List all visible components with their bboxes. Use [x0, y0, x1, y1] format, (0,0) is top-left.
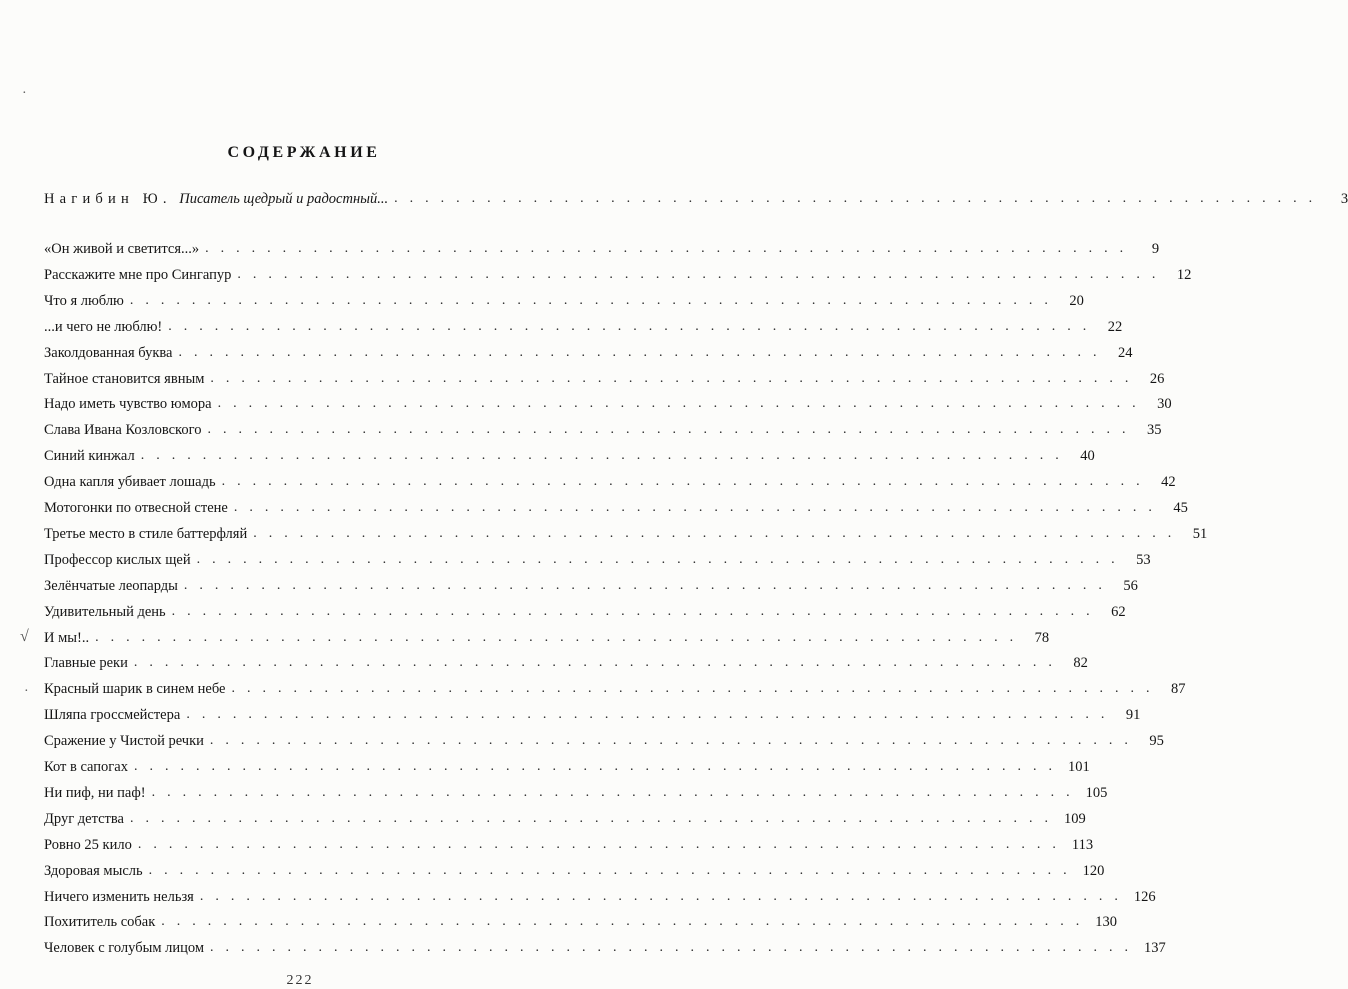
toc-entry-page-number: 130	[1095, 914, 1118, 931]
intro-page-number: 3	[1340, 191, 1348, 207]
toc-entry-page-number: 56	[1123, 577, 1138, 594]
toc-entry-title: Человек с голубым лицом	[44, 940, 205, 957]
dot-leader: ............................................................	[148, 862, 1079, 878]
toc-entry	[44, 521, 1208, 543]
dot-leader: ............................................................	[183, 577, 1114, 593]
dot-leader: ............................................................	[161, 914, 1092, 930]
toc-entry	[44, 495, 1188, 517]
toc-entry	[44, 650, 1088, 672]
toc-entry-title: Профессор кислых щей	[44, 551, 191, 568]
toc-entry	[44, 780, 1108, 802]
dot-leader: ............................................................	[133, 655, 1064, 671]
toc-entry-page-number: 113	[1071, 836, 1094, 853]
toc-entry-page-number: 137	[1144, 940, 1166, 957]
toc-entry-title: Заколдованная буква	[44, 344, 173, 361]
toc-entry-title: Мотогонки по отвесной стене	[44, 500, 228, 516]
toc-entry	[44, 832, 1094, 854]
toc-entry	[44, 676, 1186, 698]
dot-leader: ............................................................	[140, 448, 1071, 464]
toc-entry	[44, 728, 1164, 750]
toc-entry-page-number: 40	[1080, 448, 1095, 465]
toc-entry	[44, 935, 1166, 957]
toc-entry-page-number: 91	[1125, 707, 1141, 724]
dot-leader: ............................................................	[217, 396, 1148, 412]
toc-entry-page-number: 87	[1170, 681, 1186, 698]
toc-entry	[44, 884, 1156, 906]
toc-entry-page-number: 42	[1161, 474, 1176, 491]
dot-leader: ............................................................	[207, 422, 1138, 438]
toc-entry-title: Похититель собак	[44, 914, 156, 931]
dot-leader: ............................................................	[237, 266, 1168, 282]
dot-leader: ............................................................	[210, 940, 1141, 956]
toc-entry	[44, 909, 1118, 931]
toc-entry-page-number: 105	[1085, 784, 1108, 801]
toc-entry-title: Здоровая мысль	[44, 862, 143, 879]
toc-entry	[44, 573, 1138, 595]
toc-entry-title: Тайное становится явным	[44, 370, 205, 387]
contents-heading: СОДЕРЖАНИЕ	[227, 144, 381, 161]
toc-entry	[44, 340, 1133, 362]
page-number-footer: 222	[286, 973, 314, 988]
margin-dot: ·	[24, 684, 29, 699]
toc-entry-title: Зелёнчатые леопарды	[44, 577, 178, 594]
dot-leader: ............................................................	[209, 733, 1140, 749]
toc-entry	[44, 806, 1086, 828]
toc-entry-page-number: 62	[1111, 603, 1126, 620]
toc-entry-title: Слава Ивана Козловского	[44, 422, 202, 439]
toc-entry-title: ...и чего не люблю!	[44, 318, 163, 335]
toc-entry-page-number: 95	[1149, 733, 1164, 750]
toc-entry-title: Друг детства	[44, 810, 124, 827]
dot-leader: ............................................................	[253, 525, 1184, 541]
toc-entry	[44, 754, 1090, 776]
toc-entry-page-number: 126	[1133, 888, 1156, 905]
toc-entry-page-number: 30	[1157, 396, 1172, 413]
toc-entry-page-number: 101	[1067, 759, 1090, 775]
toc-entry-title: Красный шарик в синем небе	[44, 681, 226, 698]
dot-leader: ............................................................	[151, 784, 1082, 800]
toc-entry	[44, 625, 1050, 647]
dot-leader: ............................................................	[394, 191, 1325, 206]
margin-dot: ·	[22, 86, 27, 101]
toc-entry	[44, 702, 1141, 724]
toc-entry	[44, 288, 1084, 310]
toc-entry-title: Надо иметь чувство юмора	[44, 396, 212, 413]
toc-entry	[44, 314, 1123, 336]
toc-entry-title: «Он живой и светится...»	[44, 241, 200, 257]
toc-entry	[44, 443, 1095, 465]
toc-entry-title: Кот в сапогах	[44, 759, 128, 775]
intro-author: Нагибин Ю.	[44, 191, 172, 207]
toc-entry-title: Расскажите мне про Сингапур	[44, 266, 232, 283]
dot-leader: ............................................................	[221, 474, 1152, 490]
toc-entry-title: Что я люблю	[44, 292, 124, 309]
toc-entry	[44, 858, 1105, 880]
toc-entry	[44, 469, 1176, 491]
dot-leader: ............................................................	[171, 603, 1102, 619]
toc-entry	[44, 236, 1160, 258]
toc-entry-page-number: 45	[1173, 500, 1188, 516]
toc-entry-page-number: 12	[1176, 266, 1192, 283]
dot-leader: ............................................................	[196, 551, 1127, 567]
toc-entry-intro	[44, 186, 1348, 208]
toc-entry	[44, 366, 1165, 388]
dot-leader: ............................................................	[199, 888, 1130, 904]
dot-leader: ............................................................	[178, 344, 1109, 360]
dot-leader: ............................................................	[168, 318, 1099, 334]
intro-work: Писатель щедрый и радостный...	[179, 191, 389, 207]
toc-entry-page-number: 51	[1192, 525, 1208, 542]
dot-leader: ............................................................	[210, 370, 1141, 386]
toc-entry-page-number: 22	[1107, 318, 1123, 335]
dot-leader: ............................................................	[129, 810, 1060, 826]
dot-leader: ............................................................	[95, 629, 1026, 645]
toc-entry-title: Синий кинжал	[44, 448, 135, 465]
toc-entry-title: Ни пиф, ни паф!	[44, 784, 146, 801]
toc-entry	[44, 391, 1172, 413]
toc-entry-page-number: 35	[1146, 422, 1162, 439]
dot-leader: ............................................................	[205, 241, 1136, 256]
toc-entry-page-number: 20	[1069, 292, 1084, 309]
toc-entry	[44, 262, 1192, 284]
toc-entry-title: Главные реки	[44, 655, 128, 672]
toc-entry	[44, 599, 1126, 621]
toc-entry	[44, 547, 1151, 569]
dot-leader: ............................................................	[133, 759, 1064, 774]
dot-leader: ............................................................	[233, 500, 1164, 515]
toc-entry-title: Сражение у Чистой речки	[44, 733, 204, 750]
toc-entry-title: Шляпа гроссмейстера	[44, 707, 181, 724]
dot-leader: ............................................................	[231, 681, 1162, 697]
dot-leader: ............................................................	[137, 836, 1068, 852]
toc-entry-title: Одна капля убивает лошадь	[44, 474, 216, 491]
toc-entry-page-number: 53	[1136, 551, 1151, 568]
toc-entry-title: Третье место в стиле баттерфляй	[44, 525, 248, 542]
toc-entry-page-number: 109	[1063, 810, 1086, 827]
dot-leader: ............................................................	[186, 707, 1117, 723]
toc-entry-page-number: 78	[1034, 629, 1050, 646]
toc-entry	[44, 417, 1162, 439]
toc-entry-title: Ничего изменить нельзя	[44, 888, 194, 905]
dot-leader: ............................................................	[129, 292, 1060, 308]
toc-entry-title: Удивительный день	[44, 603, 166, 620]
margin-checkmark: √	[20, 628, 29, 645]
toc-entry-page-number: 120	[1082, 862, 1105, 879]
toc-entry-page-number: 82	[1073, 655, 1088, 672]
toc-entry-page-number: 24	[1117, 344, 1133, 361]
toc-entry-page-number: 9	[1151, 241, 1160, 257]
toc-entry-title: Ровно 25 кило	[44, 836, 132, 853]
toc-entry-page-number: 26	[1149, 370, 1165, 387]
toc-entry-title: И мы!..	[44, 629, 90, 646]
